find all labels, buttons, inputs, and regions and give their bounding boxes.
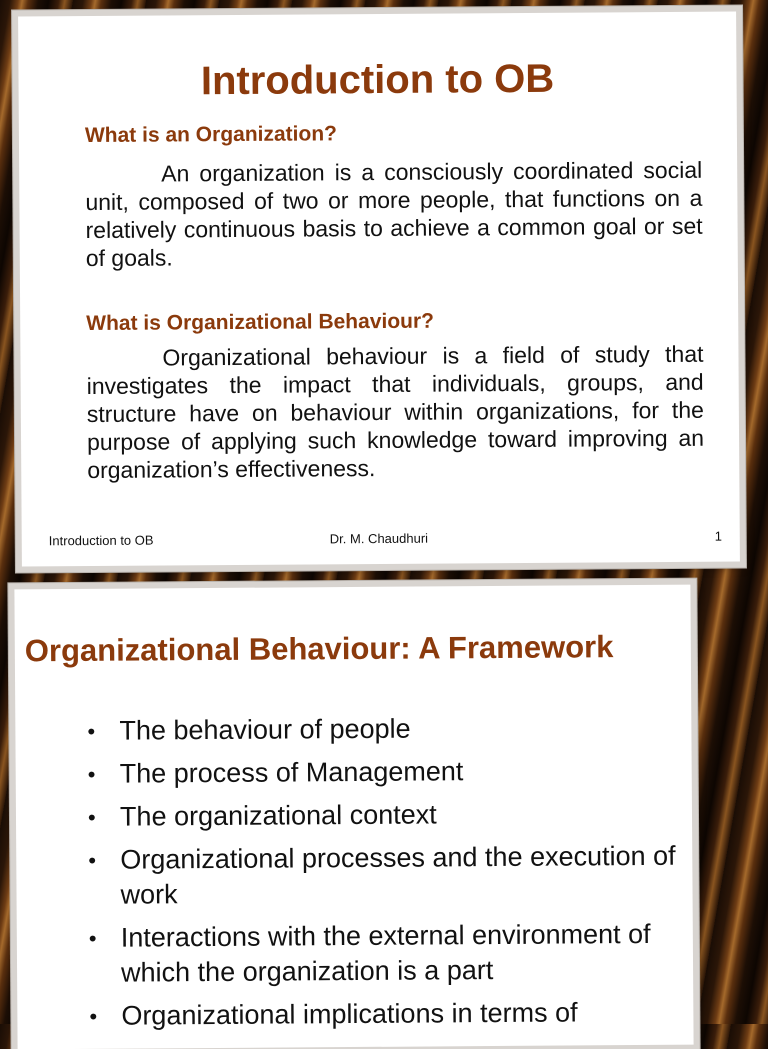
list-item: • Interactions with the external environment of which the organization is a part	[88, 918, 651, 988]
bullet-list	[87, 710, 679, 1042]
bullet-icon: •	[87, 761, 96, 787]
bullet-icon: •	[88, 925, 97, 951]
footer-page-number: 1	[714, 528, 723, 544]
slide-2	[14, 585, 693, 1049]
footer-title: Introduction to OB	[48, 532, 154, 549]
list-item: • Organizational implications in terms of	[89, 995, 679, 1034]
bullet-icon: •	[89, 1003, 98, 1029]
question-organization: What is an Organization?	[84, 122, 338, 148]
question-organizational-behaviour: What is Organizational Behaviour?	[86, 309, 435, 336]
list-item: • The behaviour of people	[87, 710, 677, 749]
list-item: • The organizational context	[88, 796, 678, 835]
slide-title: Introduction to OB	[200, 56, 555, 104]
slide-1	[18, 12, 740, 567]
bullet-icon: •	[87, 804, 96, 830]
definition-organization: An organization is a consciously coordinated social unit, composed of two or more people, that functions on a relatively continuous basis to achieve a common goal or set of goals.	[85, 156, 703, 272]
footer-author: Dr. M. Chaudhuri	[329, 530, 429, 547]
bullet-icon: •	[88, 847, 97, 873]
list-item: • Organizational processes and the execution of work	[88, 840, 676, 910]
list-item: • The process of Management	[88, 753, 678, 792]
definition-organizational-behaviour: Organizational behaviour is a field of study that investigates the impact that individuals, groups, and structure have on behaviour within organizations, for the purpose of applying such knowledge toward improving an organization’s effectiveness.	[86, 340, 705, 484]
slide-title: Organizational Behaviour: A Framework	[24, 629, 614, 669]
bullet-icon: •	[87, 718, 96, 744]
